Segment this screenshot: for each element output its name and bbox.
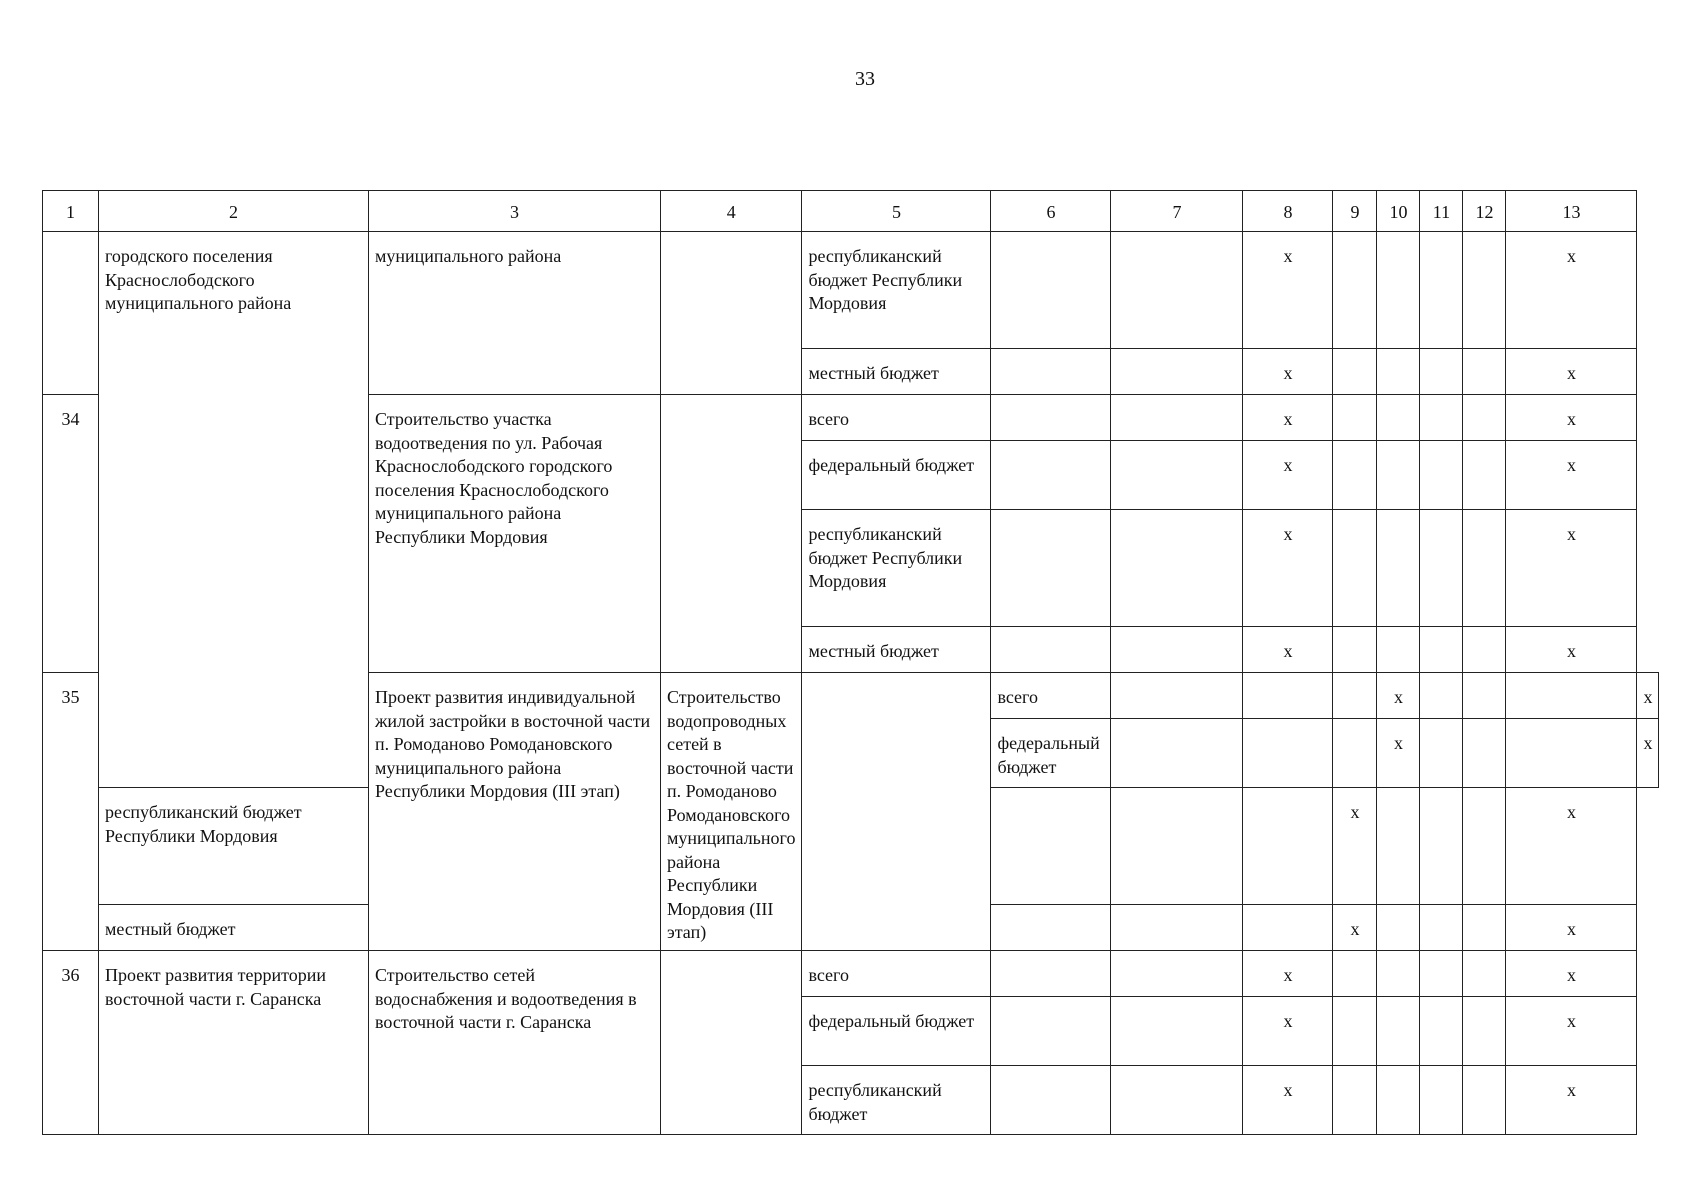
funding-source-cell: местный бюджет (802, 349, 991, 395)
funding-source-cell: республиканский бюджет (802, 1066, 991, 1135)
funding-source-cell: республиканский бюджет Республики Мордовия (99, 788, 369, 905)
mark-cell: x (1333, 788, 1377, 905)
mark-cell: x (1243, 232, 1333, 349)
mark-cell: x (1506, 905, 1637, 951)
header-cell: 1 (43, 191, 99, 232)
header-cell: 12 (1463, 191, 1506, 232)
header-cell: 8 (1243, 191, 1333, 232)
mark-cell: x (1506, 349, 1637, 395)
col4-cell (661, 951, 802, 1135)
mark-cell: x (1377, 673, 1420, 719)
mark-cell: x (1243, 1066, 1333, 1135)
mark-cell: x (1243, 349, 1333, 395)
funding-source-cell: федеральный бюджет (802, 997, 991, 1066)
mark-cell: x (1243, 441, 1333, 510)
header-cell: 4 (661, 191, 802, 232)
header-cell: 9 (1333, 191, 1377, 232)
col4-cell (661, 395, 802, 673)
mark-cell: x (1243, 510, 1333, 627)
mark-cell: x (1333, 905, 1377, 951)
mark-cell: x (1243, 395, 1333, 441)
row-number-cell: 34 (43, 395, 99, 673)
mark-cell: x (1506, 441, 1637, 510)
funding-source-cell: всего (802, 395, 991, 441)
mark-cell: x (1506, 395, 1637, 441)
header-cell: 3 (369, 191, 661, 232)
object-cell: Проект развития индивидуальной жилой застройки в восточной части п. Ромоданово Ромодановского муниципального района Республики Мордовия (III этап) (369, 673, 661, 951)
funding-source-cell: местный бюджет (802, 627, 991, 673)
header-cell: 2 (99, 191, 369, 232)
funding-source-cell: федеральный бюджет (991, 719, 1111, 788)
activity-cell: Строительство участка водоотведения по ул. Рабочая Краснослободского городского поселения Краснослободского муниципального района Республики Мордовия (369, 395, 661, 673)
header-cell: 6 (991, 191, 1111, 232)
table-row (43, 232, 1659, 349)
activity-cell: Строительство сетей водоснабжения и водоотведения в восточной части г. Саранска (369, 951, 661, 1135)
header-row (43, 191, 1659, 232)
mark-cell: x (1506, 627, 1637, 673)
header-cell: 5 (802, 191, 991, 232)
page-number: 33 (855, 68, 875, 90)
header-cell: 10 (1377, 191, 1420, 232)
funding-source-cell: республиканский бюджет Республики Мордовия (802, 510, 991, 627)
object-cell: городского поселения Краснослободского муниципального района (99, 232, 369, 788)
activity-cell: муниципального района (369, 232, 661, 395)
funding-source-cell: всего (991, 673, 1111, 719)
mark-cell: x (1506, 951, 1637, 997)
mark-cell: x (1506, 510, 1637, 627)
object-cell: Проект развития территории восточной части г. Саранска (99, 951, 369, 1135)
funding-source-cell: республиканский бюджет Республики Мордовия (802, 232, 991, 349)
activity-cell: Строительство водопроводных сетей в восточной части п. Ромоданово Ромодановского муниципального района Республики Мордовия (III этап) (661, 673, 802, 951)
mark-cell: x (1506, 1066, 1637, 1135)
mark-cell: x (1377, 719, 1420, 788)
mark-cell: x (1243, 951, 1333, 997)
table-row (43, 951, 1659, 997)
funding-source-cell: федеральный бюджет (802, 441, 991, 510)
budget-table (42, 190, 1659, 1135)
row-number-cell: 35 (43, 673, 99, 951)
mark-cell: x (1637, 673, 1659, 719)
mark-cell: x (1506, 997, 1637, 1066)
mark-cell: x (1506, 232, 1637, 349)
mark-cell: x (1637, 719, 1659, 788)
funding-source-cell: местный бюджет (99, 905, 369, 951)
mark-cell: x (1506, 788, 1637, 905)
funding-source-cell: всего (802, 951, 991, 997)
col4-cell (802, 673, 991, 951)
header-cell: 7 (1111, 191, 1243, 232)
header-cell: 11 (1420, 191, 1463, 232)
mark-cell: x (1243, 627, 1333, 673)
row-number-cell (43, 232, 99, 395)
col4-cell (661, 232, 802, 395)
header-cell: 13 (1506, 191, 1637, 232)
row-number-cell: 36 (43, 951, 99, 1135)
mark-cell: x (1243, 997, 1333, 1066)
